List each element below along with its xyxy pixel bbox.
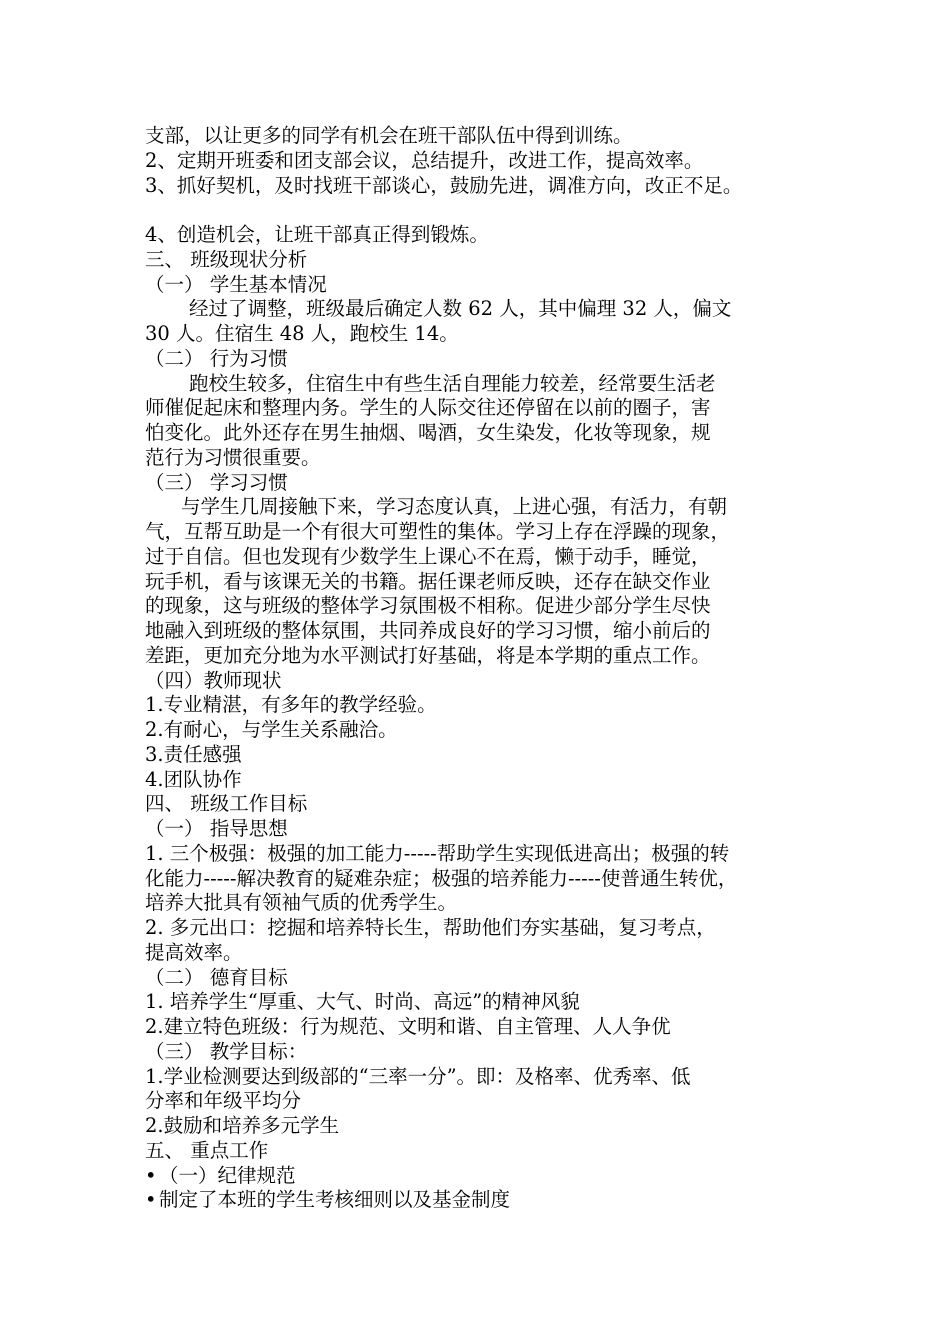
text-line <box>145 248 825 273</box>
text-line <box>145 941 825 966</box>
document-body <box>145 124 825 1213</box>
line-text: （一）纪律规范 <box>159 1163 296 1187</box>
line-text: 的现象，这与班级的整体学习氛围极不相称。促进少部分学生尽快 <box>145 594 711 618</box>
text-line <box>145 545 825 570</box>
text-line <box>145 1015 825 1040</box>
line-text: 师催促起床和整理内务。学生的人际交往还停留在以前的圈子，害 <box>145 396 711 420</box>
line-text: 2.建立特色班级：行为规范、文明和谐、自主管理、人人争优 <box>145 1015 671 1038</box>
line-text: （一） 指导思想 <box>145 817 288 840</box>
bullet-marker: • <box>145 1188 157 1212</box>
text-line <box>145 495 825 520</box>
line-text: 四、 班级工作目标 <box>145 792 308 816</box>
line-text: 4、创造机会，让班干部真正得到锻炼。 <box>145 223 489 246</box>
text-line <box>145 421 825 446</box>
line-text: （三） 教学目标： <box>145 1039 308 1063</box>
text-line <box>145 669 825 694</box>
text-line <box>145 966 825 991</box>
line-text: 五、 重点工作 <box>145 1138 269 1162</box>
text-line <box>145 223 825 248</box>
line-text: （一） 学生基本情况 <box>145 272 327 296</box>
line-text: （二） 行为习惯 <box>145 346 288 370</box>
text-line <box>145 1089 825 1114</box>
line-text: 1.学业检测要达到级部的“三率一分”。即：及格率、优秀率、低 <box>145 1064 691 1088</box>
text-line <box>145 273 825 298</box>
text-line <box>145 817 825 842</box>
line-text: （二） 德育目标 <box>145 965 288 989</box>
text-line <box>145 174 825 199</box>
text-line <box>145 768 825 793</box>
line-text: （四）教师现状 <box>145 668 282 692</box>
text-line <box>145 916 825 941</box>
text-line <box>145 297 825 322</box>
line-text: 培养大批具有领袖气质的优秀学生。 <box>145 891 458 915</box>
line-text: 2、定期开班委和团支部会议，总结提升，改进工作，提高效率。 <box>145 148 704 172</box>
text-line <box>145 396 825 421</box>
line-text: 范行为习惯很重要。 <box>145 445 321 469</box>
line-text: 三、 班级现状分析 <box>145 247 308 271</box>
line-text: 气，互帮互助是一个有很大可塑性的集体。学习上存在浮躁的现象， <box>145 520 731 543</box>
line-text: 制定了本班的学生考核细则以及基金制度 <box>159 1188 511 1212</box>
text-line <box>145 1164 825 1189</box>
line-text: 怕变化。此外还存在男生抽烟、喝酒，女生染发，化妆等现象，规 <box>145 421 711 444</box>
text-line <box>145 891 825 916</box>
text-line <box>145 619 825 644</box>
line-text: 30 人。住宿生 48 人，跑校生 14。 <box>145 322 459 345</box>
line-text: （三） 学习习惯 <box>145 470 288 494</box>
line-text: 1.专业精湛，有多年的教学经验。 <box>145 693 437 717</box>
line-text: 经过了调整，班级最后确定人数 62 人，其中偏理 32 人，偏文 <box>189 297 732 321</box>
bullet-marker: • <box>145 1163 157 1187</box>
text-line <box>145 1114 825 1139</box>
line-text: 与学生几周接触下来，学习态度认真，上进心强，有活力，有朝 <box>181 495 728 519</box>
line-text: 2.鼓励和培养多元学生 <box>145 1114 340 1137</box>
text-line <box>145 1188 825 1213</box>
text-line <box>145 693 825 718</box>
text-line <box>145 1040 825 1065</box>
line-text: 2. 多元出口：挖掘和培养特长生，帮助他们夯实基础，复习考点， <box>145 916 716 939</box>
text-line <box>145 446 825 471</box>
text-line <box>145 867 825 892</box>
text-line <box>145 124 825 149</box>
text-line <box>145 718 825 743</box>
text-line <box>145 471 825 496</box>
text-line <box>145 594 825 619</box>
text-line <box>145 1065 825 1090</box>
text-line <box>145 149 825 174</box>
text-line <box>145 1139 825 1164</box>
text-line <box>145 644 825 669</box>
text-line <box>145 520 825 545</box>
blank-line <box>145 198 825 223</box>
line-text: 化能力-----解决教育的疑难杂症；极强的培养能力-----使普通生转优， <box>145 866 738 890</box>
text-line <box>145 842 825 867</box>
line-text: 提高效率。 <box>145 940 243 964</box>
line-text: 3、抓好契机，及时找班干部谈心，鼓励先进，调准方向，改正不足。 <box>145 173 743 197</box>
text-line <box>145 792 825 817</box>
line-text: 4.团队协作 <box>145 767 242 791</box>
text-line <box>145 347 825 372</box>
line-text: 过于自信。但也发现有少数学生上课心不在焉，懒于动手，睡觉， <box>145 544 711 568</box>
text-line <box>145 570 825 595</box>
line-text: 2.有耐心，与学生关系融洽。 <box>145 718 398 741</box>
line-text: 跑校生较多，住宿生中有些生活自理能力较差，经常要生活老 <box>189 371 716 395</box>
line-text: 1. 培养学生“厚重、大气、时尚、高远”的精神风貌 <box>145 990 580 1014</box>
line-text: 1. 三个极强：极强的加工能力-----帮助学生实现低进高出；极强的转 <box>145 841 730 865</box>
line-text: 玩手机，看与该课无关的书籍。据任课老师反映，还存在缺交作业 <box>145 569 711 593</box>
line-text: 3.责任感强 <box>145 742 242 766</box>
line-text: 地融入到班级的整体氛围，共同养成良好的学习习惯，缩小前后的 <box>145 619 711 642</box>
text-line <box>145 990 825 1015</box>
text-line <box>145 322 825 347</box>
line-text: 分率和年级平均分 <box>145 1089 302 1113</box>
text-line <box>145 372 825 397</box>
line-text: 支部，以让更多的同学有机会在班干部队伍中得到训练。 <box>145 124 633 147</box>
text-line <box>145 743 825 768</box>
line-text: 差距，更加充分地为水平测试打好基础，将是本学期的重点工作。 <box>145 643 711 667</box>
